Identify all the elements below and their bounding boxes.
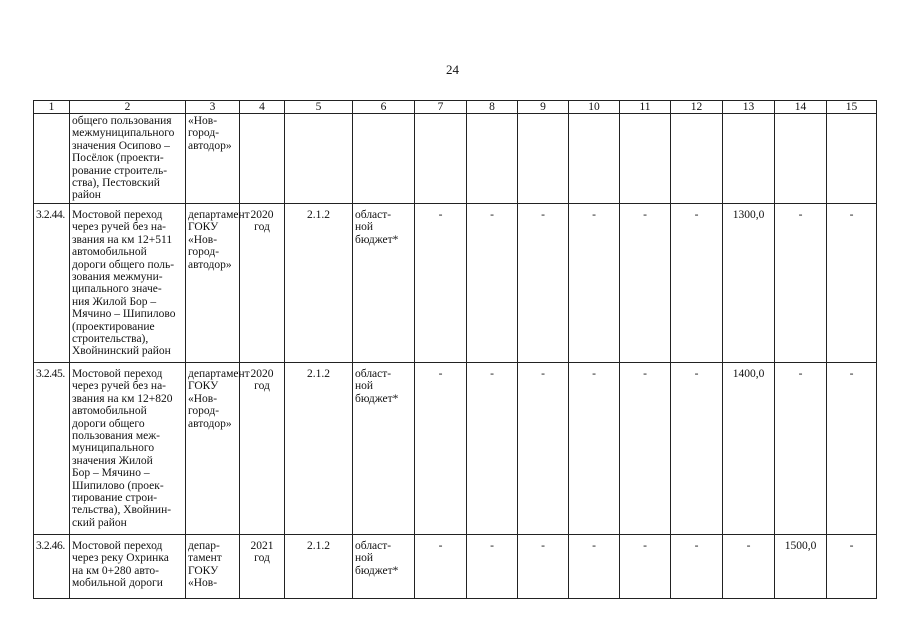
value-col-12 [671, 114, 723, 204]
col-header-8: 8 [467, 101, 518, 114]
value-col-11: - [620, 535, 671, 599]
value-col-10: - [569, 535, 620, 599]
value-col-8: - [467, 535, 518, 599]
col-header-12: 12 [671, 101, 723, 114]
value-col-7 [415, 114, 467, 204]
col-header-10: 10 [569, 101, 620, 114]
col-header-6: 6 [353, 101, 415, 114]
row-number: 3.2.46. [34, 535, 70, 599]
responsible-org: «Нов- город- автодор» [186, 114, 240, 204]
value-col-7: - [415, 535, 467, 599]
funding-source: област- ной бюджет* [353, 204, 415, 363]
value-col-12: - [671, 363, 723, 535]
page-number: 24 [446, 62, 459, 77]
col-header-2: 2 [70, 101, 186, 114]
value-col-12: - [671, 204, 723, 363]
value-col-10 [569, 114, 620, 204]
term: 2021 год [240, 535, 285, 599]
column-number-row [34, 101, 877, 114]
value-col-14: - [775, 363, 827, 535]
value-col-9: - [518, 363, 569, 535]
responsible-org: депар- тамент ГОКУ «Нов- [186, 535, 240, 599]
col-header-5: 5 [285, 101, 353, 114]
value-col-10: - [569, 363, 620, 535]
value-col-14: - [775, 204, 827, 363]
funding-source: област- ной бюджет* [353, 535, 415, 599]
table-row [34, 363, 877, 535]
value-col-15 [827, 114, 877, 204]
target-code [285, 114, 353, 204]
target-code: 2.1.2 [285, 535, 353, 599]
col-header-1: 1 [34, 101, 70, 114]
value-col-8: - [467, 363, 518, 535]
target-code: 2.1.2 [285, 204, 353, 363]
value-col-14 [775, 114, 827, 204]
row-number: 3.2.44. [34, 204, 70, 363]
value-col-9 [518, 114, 569, 204]
value-col-8: - [467, 204, 518, 363]
term [240, 114, 285, 204]
value-col-13: 1400,0 [723, 363, 775, 535]
value-col-11 [620, 114, 671, 204]
value-col-8 [467, 114, 518, 204]
value-col-14: 1500,0 [775, 535, 827, 599]
col-header-13: 13 [723, 101, 775, 114]
value-col-7: - [415, 204, 467, 363]
row-number: 3.2.45. [34, 363, 70, 535]
value-col-15: - [827, 204, 877, 363]
funding-source: област- ной бюджет* [353, 363, 415, 535]
col-header-3: 3 [186, 101, 240, 114]
col-header-4: 4 [240, 101, 285, 114]
value-col-10: - [569, 204, 620, 363]
term: 2020 год [240, 363, 285, 535]
col-header-9: 9 [518, 101, 569, 114]
col-header-11: 11 [620, 101, 671, 114]
activity-name: общего пользования межмуниципального значения Осипово – Посёлок (проекти- рование строитель- ства), Пестовский район [70, 114, 186, 204]
responsible-org: департамент ГОКУ «Нов- город- автодор» [186, 363, 240, 535]
value-col-13 [723, 114, 775, 204]
activity-name: Мостовой переход через реку Охринка на км 0+280 авто- мобильной дороги [70, 535, 186, 599]
activity-name: Мостовой переход через ручей без на- звания на км 12+511 автомобильной дороги общего поль- зования межмуни- ципального значе- ния Жилой Бор – Мячино – Шипилово (проектирование строительства), Хвойнинский район [70, 204, 186, 363]
row-number [34, 114, 70, 204]
table-row [34, 535, 877, 599]
value-col-13: - [723, 535, 775, 599]
target-code: 2.1.2 [285, 363, 353, 535]
value-col-7: - [415, 363, 467, 535]
value-col-9: - [518, 535, 569, 599]
responsible-org: департамент ГОКУ «Нов- город- автодор» [186, 204, 240, 363]
col-header-7: 7 [415, 101, 467, 114]
term: 2020 год [240, 204, 285, 363]
value-col-11: - [620, 204, 671, 363]
col-header-14: 14 [775, 101, 827, 114]
funding-source [353, 114, 415, 204]
table-row [34, 204, 877, 363]
value-col-15: - [827, 363, 877, 535]
program-activities-table [33, 100, 877, 599]
value-col-13: 1300,0 [723, 204, 775, 363]
table-row [34, 114, 877, 204]
value-col-9: - [518, 204, 569, 363]
value-col-12: - [671, 535, 723, 599]
value-col-15: - [827, 535, 877, 599]
col-header-15: 15 [827, 101, 877, 114]
activity-name: Мостовой переход через ручей без на- звания на км 12+820 автомобильной дороги общего пользования меж- муниципального значения Жилой Бор – Мячино – Шипилово (проек- тирование строи- тельства), Хвойнин- ский район [70, 363, 186, 535]
value-col-11: - [620, 363, 671, 535]
